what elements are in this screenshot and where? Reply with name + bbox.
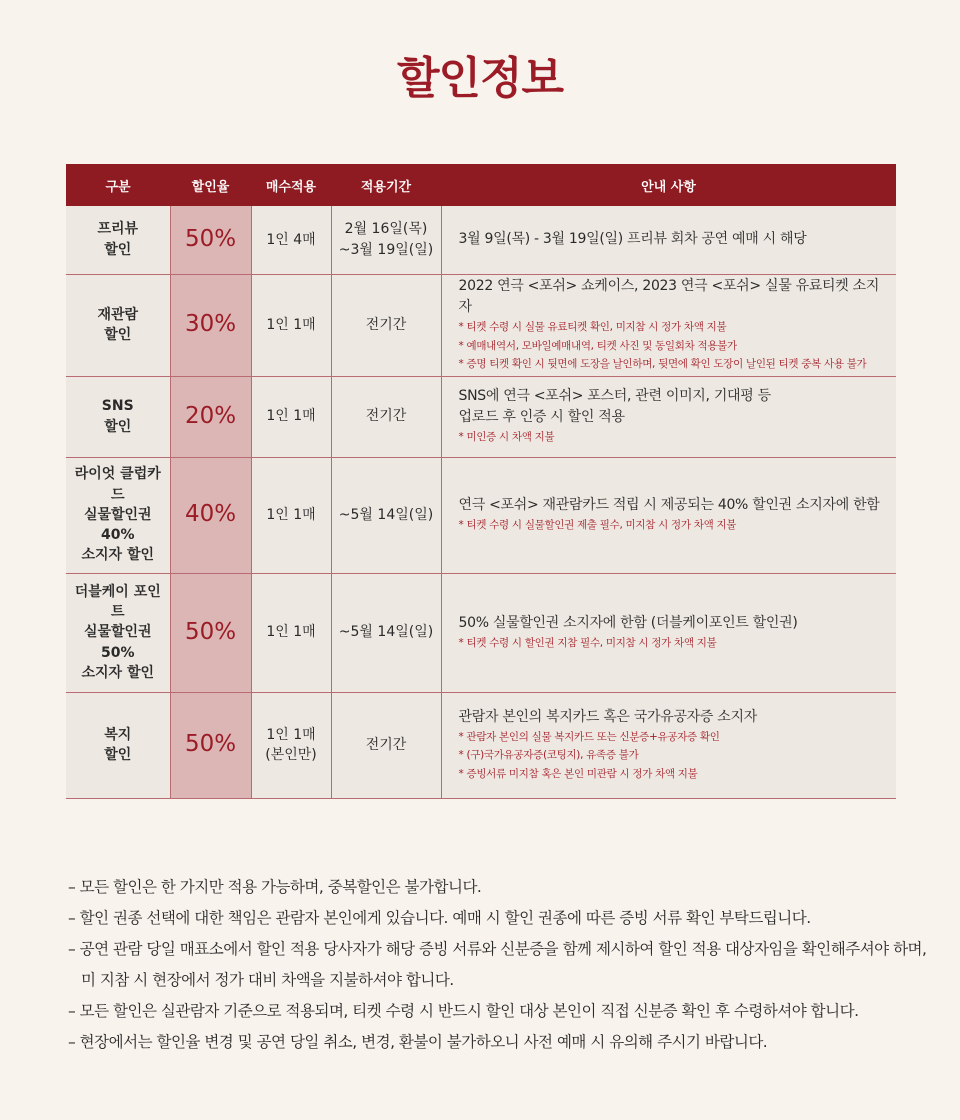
period-line: ~3월 19일(일) [338,241,434,258]
category-line: 실물할인권 [83,624,152,641]
category-cell [66,457,170,573]
table-row [66,692,896,798]
category-line: 할인 [104,747,132,763]
category-line: 40% [100,527,135,544]
category-line: 복지 [104,726,132,743]
table-body [66,206,896,798]
table-row [66,274,896,376]
period-line: 2월 16일(목) [344,221,428,238]
info-line: SNS에 연극 <포쉬> 포스터, 관련 이미지, 기대평 등 [458,388,771,405]
header-period: 적용기간 [331,164,441,206]
quantity-line: 1인 1매 [266,624,316,641]
quantity-cell [251,274,331,376]
quantity-line: 1인 1매 [266,408,316,425]
quantity-cell [251,376,331,457]
footnote-item: – 할인 권종 선택에 대한 책임은 관람자 본인에게 있습니다. 예매 시 할인 권종에 따른 증빙 서류 확인 부탁드립니다. [68,909,811,927]
table-row [66,573,896,692]
quantity-cell [251,206,331,274]
rate-cell: 50% [170,573,251,692]
table-row [66,206,896,274]
footnote-item: – 현장에서는 할인율 변경 및 공연 당일 취소, 변경, 환불이 불가하오니 사전 예매 시 유의해 주시기 바랍니다. [68,1033,768,1051]
info-note: * 증빙서류 미지참 혹은 본인 미관람 시 정가 차액 지불 [458,767,698,780]
header-category: 구분 [66,164,170,206]
info-note: * 증명 티켓 확인 시 뒷면에 도장을 날인하며, 뒷면에 확인 도장이 날인된 티켓 중복 사용 불가 [458,358,867,371]
period-line: 전기간 [365,316,407,333]
info-line: 50% 실물할인권 소지자에 한함 (더블케이포인트 할인권) [458,614,798,631]
info-cell [441,692,896,798]
rate-cell: 50% [170,206,251,274]
info-note: * (구)국가유공자증(코팅지), 유족증 불가 [458,749,639,762]
category-line: 더블케이 포인트 [74,583,161,621]
category-cell [66,274,170,376]
category-cell [66,692,170,798]
category-line: 라이엇 클럽카드 [74,466,161,503]
quantity-line: 1인 1매 [266,316,316,333]
period-line: 전기간 [365,408,407,425]
rate-cell: 50% [170,692,251,798]
table-row [66,457,896,573]
rate-cell: 20% [170,376,251,457]
quantity-cell [251,457,331,573]
category-line: 할인 [104,327,132,343]
info-line: 3월 9일(목) - 3월 19일(일) 프리뷰 회차 공연 예매 시 해당 [458,231,807,248]
category-line: 프리뷰 [97,221,139,238]
info-note: * 티켓 수령 시 실물할인권 제출 필수, 미지참 시 정가 차액 지불 [458,519,737,532]
quantity-cell [251,573,331,692]
category-line: 50% [100,644,135,661]
info-note: * 관람자 본인의 실물 복지카드 또는 신분증+유공자증 확인 [458,730,720,743]
period-line: ~5월 14일(일) [338,506,434,523]
info-note: * 티켓 수령 시 할인권 지참 필수, 미지참 시 정가 차액 지불 [458,636,717,649]
period-cell [331,573,441,692]
footnote-item: – 공연 관람 당일 매표소에서 할인 적용 당사자가 해당 증빙 서류와 신분증을 함께 제시하여 할인 적용 대상자임을 확인해주셔야 하며, 미 지참 시 현장에서 정가 대비 차액을 지불하셔야 합니다. [68,940,927,989]
quantity-line: 1인 4매 [266,231,316,248]
category-line: SNS [101,398,134,415]
quantity-line: (본인만) [265,747,317,763]
header-rate: 할인율 [170,164,251,206]
table-header-row [66,164,896,206]
info-cell [441,376,896,457]
period-cell [331,376,441,457]
quantity-line: 1인 1매 [266,506,316,523]
info-cell [441,206,896,274]
info-line: 관람자 본인의 복지카드 혹은 국가유공자증 소지자 [458,708,757,725]
info-line: 업로드 후 인증 시 할인 적용 [458,409,625,426]
footnote-list [68,872,928,1058]
rate-cell: 30% [170,274,251,376]
period-cell [331,206,441,274]
info-cell [441,573,896,692]
header-info: 안내 사항 [441,164,896,206]
period-line: ~5월 14일(일) [338,624,434,641]
category-line: 재관람 [97,306,139,323]
period-cell [331,274,441,376]
category-line: 할인 [104,418,132,435]
category-line: 소지자 할인 [81,664,154,681]
page-title: 할인정보 [396,53,563,104]
info-note: * 미인증 시 차액 지불 [458,431,555,444]
footnote-item: – 모든 할인은 실관람자 기준으로 적용되며, 티켓 수령 시 반드시 할인 대상 본인이 직접 신분증 확인 후 수령하셔야 합니다. [68,1002,859,1020]
period-cell [331,457,441,573]
info-line: 2022 연극 <포쉬> 쇼케이스, 2023 연극 <포쉬> 실물 유료티켓 소지자 [458,278,880,316]
footnote-item: – 모든 할인은 한 가지만 적용 가능하며, 중복할인은 불가합니다. [68,878,482,896]
info-note: * 티켓 수령 시 실물 유료티켓 확인, 미지참 시 정가 차액 지불 [458,321,727,334]
period-line: 전기간 [365,736,407,753]
table-row [66,376,896,457]
header-quantity: 매수적용 [251,164,331,206]
info-cell [441,457,896,573]
info-cell [441,274,896,376]
category-cell [66,573,170,692]
quantity-line: 1인 1매 [266,726,316,743]
category-line: 실물할인권 [83,506,152,523]
rate-cell: 40% [170,457,251,573]
discount-table [66,164,896,799]
category-line: 할인 [104,241,132,258]
quantity-cell [251,692,331,798]
info-line: 연극 <포쉬> 재관람카드 적립 시 제공되는 40% 할인권 소지자에 한함 [458,497,880,514]
info-note: * 예매내역서, 모바일예매내역, 티켓 사진 및 동일회차 적용불가 [458,339,737,352]
category-cell [66,376,170,457]
category-line: 소지자 할인 [81,547,154,564]
category-cell [66,206,170,274]
period-cell [331,692,441,798]
